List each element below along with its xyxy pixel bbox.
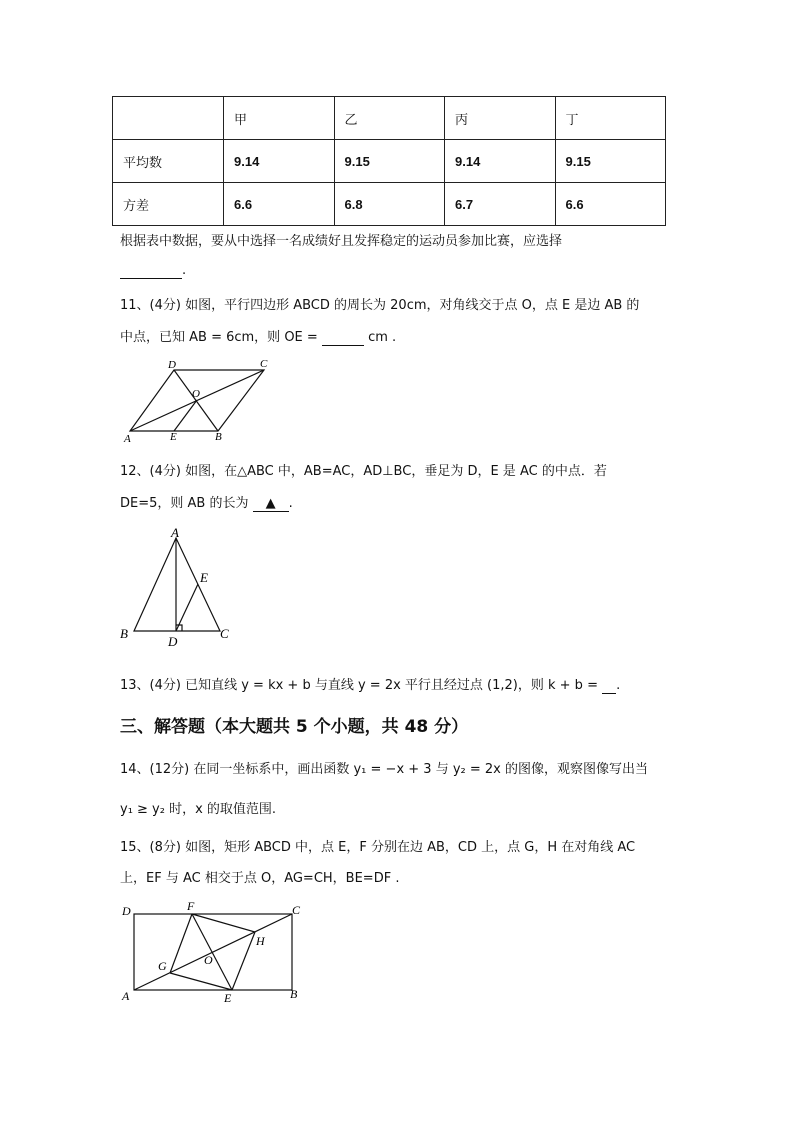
table-cell: 6.8	[334, 183, 445, 226]
table-cell: 6.6	[555, 183, 666, 226]
q13-line	[120, 674, 620, 694]
figure-label: B	[290, 987, 298, 1001]
figure-label: B	[215, 431, 222, 443]
figure-label: C	[220, 626, 229, 641]
q11-line2	[120, 326, 396, 346]
figure-label: A	[171, 525, 179, 540]
row-label: 方差	[113, 183, 224, 226]
parallelogram-figure	[118, 356, 278, 444]
triangle-marker-icon: ▲	[265, 496, 276, 511]
q14-line2: y₁ ≥ y₂ 时，x 的取值范围.	[120, 802, 277, 817]
figure-label: H	[256, 934, 265, 948]
q10-end: .	[182, 263, 187, 278]
figure-label: C	[260, 358, 268, 370]
figure-label: E	[224, 991, 232, 1005]
figure-label: C	[292, 903, 301, 917]
table-row	[113, 140, 666, 183]
table-row	[113, 183, 666, 226]
table-cell: 6.6	[224, 183, 335, 226]
rectangle-figure	[118, 898, 318, 1008]
triangle-figure	[116, 524, 246, 652]
figure-label: O	[204, 953, 213, 967]
figure-label: D	[168, 634, 178, 649]
q12-line1: 12、(4分) 如图，在△ABC 中，AB=AC，AD⊥BC，垂足为 D，E 是 AC 的中点．若	[120, 464, 607, 479]
figure-label: F	[187, 899, 195, 913]
figure-label: E	[170, 431, 177, 443]
q14-line1: 14、(12分) 在同一坐标系中，画出函数 y₁ = −x + 3 与 y₂ = 2x 的图像，观察图像写出当	[120, 762, 648, 777]
table-cell: 9.15	[555, 140, 666, 183]
q15-line1: 15、(8分) 如图，矩形 ABCD 中，点 E，F 分别在边 AB，CD 上，点 G，H 在对角线 AC	[120, 840, 636, 855]
answer-blank[interactable]	[322, 330, 364, 346]
table-header-cell: 甲	[224, 97, 335, 140]
figure-label: A	[124, 433, 131, 444]
figure-label: B	[120, 626, 128, 641]
table-header-cell	[113, 97, 224, 140]
figure-label: G	[158, 959, 167, 973]
q11-line2-a: 中点，已知 AB = 6cm，则 OE =	[120, 330, 318, 345]
table-header-row	[113, 97, 666, 140]
q10-text: 根据表中数据，要从中选择一名成绩好且发挥稳定的运动员参加比赛，应选择	[120, 234, 563, 249]
score-table	[112, 96, 666, 226]
answer-blank[interactable]	[120, 263, 182, 279]
table-cell: 9.15	[334, 140, 445, 183]
section-heading: 三、解答题（本大题共 5 个小题，共 48 分）	[120, 717, 469, 737]
q10-answer-line	[120, 263, 186, 279]
table-cell: 9.14	[224, 140, 335, 183]
figure-label: D	[122, 904, 131, 918]
q11-line1: 11、(4分) 如图，平行四边形 ABCD 的周长为 20cm，对角线交于点 O，点 E 是边 AB 的	[120, 298, 640, 313]
row-label: 平均数	[113, 140, 224, 183]
table-header-cell: 乙	[334, 97, 445, 140]
q12-line2-a: DE=5，则 AB 的长为	[120, 496, 249, 511]
q13-end: .	[616, 678, 621, 693]
answer-blank[interactable]	[253, 496, 289, 512]
q12-line2	[120, 492, 293, 512]
figure-label: A	[122, 989, 130, 1003]
q15-line2: 上，EF 与 AC 相交于点 O，AG=CH，BE=DF .	[120, 871, 400, 886]
q12-end: .	[288, 496, 293, 511]
table-header-cell: 丙	[445, 97, 556, 140]
q11-line2-b: cm .	[368, 330, 397, 345]
table-cell: 6.7	[445, 183, 556, 226]
figure-label: O	[192, 388, 200, 400]
q13-text: 13、(4分) 已知直线 y = kx + b 与直线 y = 2x 平行且经过点 (1,2)，则 k + b =	[120, 678, 598, 693]
figure-label: E	[200, 570, 208, 585]
figure-label: D	[168, 359, 176, 371]
table-cell: 9.14	[445, 140, 556, 183]
table-header-cell: 丁	[555, 97, 666, 140]
answer-blank[interactable]	[602, 678, 616, 694]
